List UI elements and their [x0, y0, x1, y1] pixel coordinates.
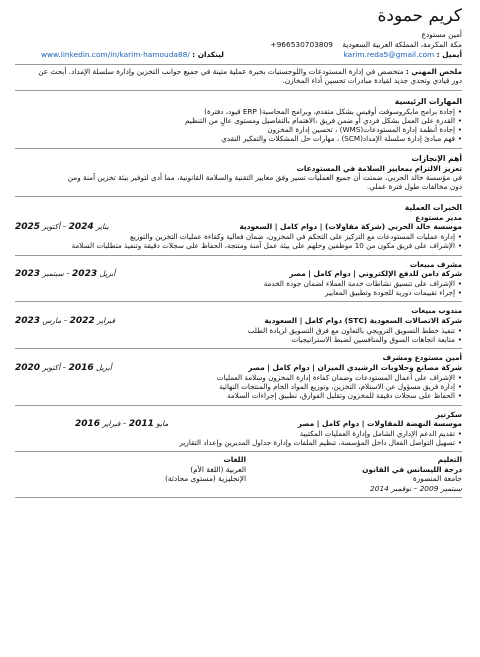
education-block — [362, 455, 462, 493]
job-header — [15, 363, 462, 373]
language-item: العربية (اللغة الأم) — [190, 464, 247, 474]
job-title: أمين مستودع — [421, 30, 462, 39]
divider — [15, 255, 462, 256]
job-dates: أبريل 2016 – أكتوبر 2020 — [15, 362, 112, 373]
divider — [15, 90, 462, 91]
languages-title: اللغات — [223, 455, 247, 465]
email-group — [344, 50, 462, 60]
skill-item: • إجادة أنظمة إدارة المستودعات(WMS) ، تحسين إدارة المخزون — [15, 125, 462, 134]
job-dates: مايو 2011 – فبراير 2016 — [75, 418, 169, 429]
job-bullet: • الإشراف على أعمال المستودعات وضمان كفاءة إدارة المخزون وسلامة العمليات — [15, 373, 462, 382]
skill-item: • فهم مبادئ إدارة سلسلة الإمداد(SCM) ، مهارات حل المشكلات والتفكير النقدي — [15, 134, 462, 143]
divider — [15, 301, 462, 302]
linkedin-group — [41, 50, 224, 60]
achievement-subtitle: تعزيز الالتزام بمعايير السلامة في المستودعات — [296, 163, 462, 173]
job-header — [15, 222, 462, 232]
email-label: أيميل : — [436, 50, 462, 59]
job-header — [15, 316, 462, 326]
skill-item: • القدرة على العمل بشكل فردي أو ضمن فريق ،الاهتمام بالتفاصيل ومستوى عالٍ من التنظيم — [15, 116, 462, 125]
job-header — [15, 269, 462, 279]
divider — [15, 348, 462, 349]
languages-block — [165, 455, 246, 484]
job-role: مدير مستودع — [415, 212, 462, 222]
education-degree: درجة الليسانس في القانون — [362, 464, 462, 474]
education-university: جامعة المنصورة — [412, 474, 462, 484]
education-date: سبتمبر 2009 – نوفمبر 2014 — [370, 483, 462, 493]
divider — [15, 64, 462, 65]
location-phone-line — [15, 40, 462, 50]
location: مكة المكرمة، المملكة العربية السعودية — [342, 40, 462, 49]
job-bullet: • إدارة عمليات المستودعات مع التركيز على التحكم في المخزون، ضمان فعالية وكفاءة عمليات التخزين والتوزيع — [15, 232, 462, 241]
skill-item: • إجادة برامج مايكروسوفت أوفيس بشكل متقدم، وبرامج المحاسبة( ERP قيود، دفترة) — [15, 107, 462, 116]
job-dates: يناير 2024 – أكتوبر 2025 — [15, 221, 109, 232]
job-company: موسسة خالد الحربي (شركة مقاولات) | دوام كامل | السعودية — [239, 221, 462, 231]
job-role: سكرتير — [435, 409, 462, 419]
job-bullet: • تسهيل التواصل الفعال داخل المؤسسة، تنظيم الملفات وإدارة جداول المديرين وإعداد التقارير — [15, 438, 462, 447]
job-bullet: • الحفاظ على سجلات دقيقة للمخزون وتقليل الفوارق، تطبيق إجراءات السلامة — [15, 391, 462, 400]
job-bullet: • تنفيذ خطط التسويق الترويجي بالتعاون مع فرق التسويق لزيادة الطلب — [15, 326, 462, 335]
skills-title: المهارات الرئيسية — [394, 96, 462, 106]
divider — [15, 196, 462, 197]
candidate-name: كريم حمودة — [377, 6, 462, 26]
job-company: شركة مصانع وحلاويات الرشيدي الميزان | دوام كامل | مصر — [248, 362, 462, 372]
linkedin-link[interactable]: www.linkedin.com/in/karim-hamouda88/ — [41, 50, 190, 59]
language-item: الإنجليزية (مستوى محادثة) — [165, 474, 247, 484]
experience-title: الخبرات العملية — [404, 202, 462, 212]
job-bullet: • متابعة اتجاهات السوق والمنافسين لضبط الاستراتيجيات — [15, 335, 462, 344]
education-languages — [15, 455, 462, 497]
job-bullet: • الإشراف على فريق مكون من 10 موظفين وحلهم على بيئة عمل آمنة ومنتجة، الحفاظ على سجلات دقيقة وتنفيذ متطلبات السلامة — [15, 241, 462, 250]
job-bullet: • إجراء تقييمات دورية للجودة وتطبيق المعايير — [15, 288, 462, 297]
email-link[interactable]: karim.reda5@gmail.com — [343, 50, 435, 59]
divider — [15, 497, 462, 498]
summary-line-2: دور قيادي وتحدي جديد لقيادة مبادرات تحسين أداء المخازن. — [282, 76, 462, 86]
divider — [15, 405, 462, 406]
job-dates: فبراير 2022 – مارس 2023 — [15, 315, 116, 326]
job-bullet: • إدارة فريق مسؤول عن الاستلام، التخزين، وتوزيع المواد الخام والمنتجات النهائية — [15, 382, 462, 391]
job-role: أمين مستودع ومشرف — [382, 353, 462, 363]
job-header — [15, 419, 462, 429]
divider — [15, 148, 462, 149]
job-role: مندوب مبيعات — [411, 306, 462, 316]
job-company: شركة دامن للدفع الإلكتروني | دوام كامل | مصر — [289, 268, 462, 278]
job-bullet: • تقديم الدعم الإداري الشامل وإدارة العمليات المكتبية — [15, 429, 462, 438]
summary-label: ملخص المهني : — [405, 67, 462, 76]
achievement-line-2: دون مخالفات طول فترة عملي. — [366, 182, 462, 192]
summary-line-1: متخصص في إدارة المستودعات واللوجستيات بخبرة عملية متينة في جميع جوانب التخزين وإدارة سلسلة الإمداد. أبحث عن — [38, 67, 404, 76]
job-role: مشرف مبيعات — [409, 259, 462, 269]
job-bullet: • الإشراف على تنسيق نشاطات خدمة العملاء لضمان جودة الخدمة — [15, 279, 462, 288]
education-title: التعليم — [437, 455, 462, 465]
job-company: موسسة النهضة للمقاولات | دوام كامل | مصر — [297, 418, 462, 428]
contact-line — [15, 50, 462, 60]
job-dates: أبريل 2023 – سبتمبر 2023 — [15, 268, 116, 279]
phone: +966530703809 — [270, 40, 334, 49]
summary — [15, 67, 462, 76]
achievement-line-1: في مؤسسة خالد الحربي، ضمنت أن جميع العمليات تسير وفق معايير التقنية والسلامة القانونية، مما أدى لتوفير بيئة تخزين آمنة ومن — [67, 173, 462, 183]
achievements-title: أهم الإنجازات — [411, 153, 462, 163]
divider — [15, 451, 462, 452]
linkedin-label: لينكدان : — [192, 50, 224, 59]
job-company: شركة الاتصالات السعودية (STC) دوام كامل | السعودية — [264, 315, 462, 325]
